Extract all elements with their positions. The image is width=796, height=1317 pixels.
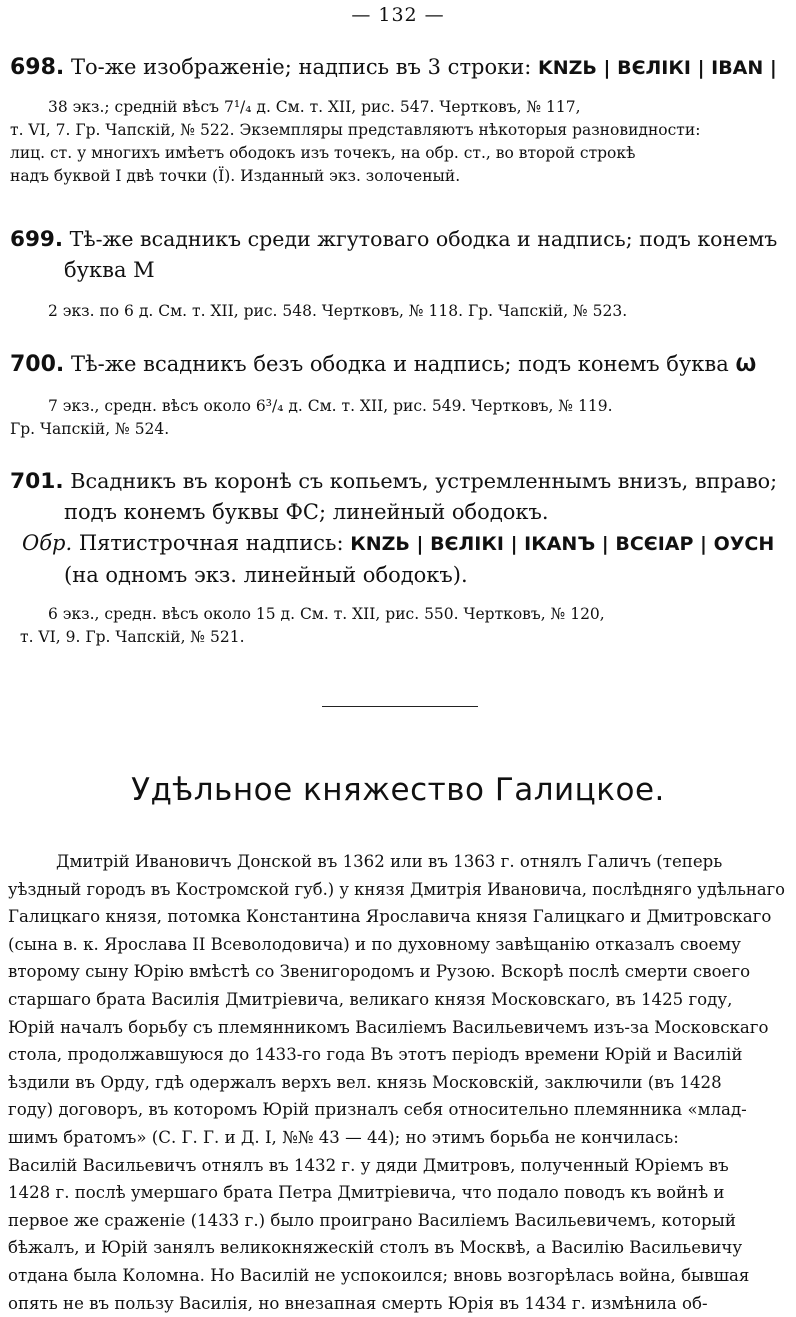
text-line: Галицкаго князя, потомка Константина Ярославича князя Галицкаго и Дмитровскаго (8, 903, 788, 931)
text-line: первое же сраженіе (1433 г.) было проиграно Василіемъ Васильевичемъ, который (8, 1207, 788, 1235)
entry-number: 700. (10, 352, 64, 377)
reverse-description: Пятистрочная надпись: (79, 531, 344, 555)
entry-description: Тѣ-же всадникъ среди жгутоваго ободка и надпись; подъ конемъ (70, 227, 778, 251)
text-line: Василій Васильевичъ отнялъ въ 1432 г. у дяди Дмитровъ, полученный Юріемъ въ (8, 1152, 788, 1180)
entry-continuation: буква М (10, 255, 780, 286)
note-line: 6 экз., средн. вѣсъ около 15 д. См. т. XII, рис. 550. Чертковъ, № 120, (10, 603, 780, 626)
text-line: уѣздный городъ въ Костромской губ.) у князя Дмитрія Ивановича, послѣдняго удѣльнаго (8, 876, 788, 904)
entry-continuation: подъ конемъ буквы ФС; линейный ободокъ. (10, 497, 780, 528)
text-line: отдана была Коломна. Но Василій не успокоился; вновь возгорѣлась война, бывшая (8, 1262, 788, 1290)
catalog-entry-699 (10, 224, 780, 323)
text-line: 1428 г. послѣ умершаго брата Петра Дмитріевича, что подало поводъ къ войнѣ и (8, 1179, 788, 1207)
reverse-side-line (10, 528, 780, 560)
entry-description: То-же изображеніе; надпись въ 3 строки: (71, 55, 531, 79)
text-line: Дмитрій Ивановичъ Донской въ 1362 или въ 1363 г. отнялъ Галичъ (теперь (8, 848, 788, 876)
slavonic-inscription: КNZЬ | ВЄЛІКІ | ІКАNЪ | ВСЄІАР | ОУСН (350, 533, 774, 555)
note-line: лиц. ст. у многихъ имѣетъ ободокъ изъ точекъ, на обр. ст., во второй строкѣ (10, 142, 780, 165)
note-line: 38 экз.; средній вѣсъ 7¹/₄ д. См. т. XII, рис. 547. Чертковъ, № 117, (10, 96, 780, 119)
entry-number: 699. (10, 227, 63, 252)
text-line: Юрій началъ борьбу съ племянникомъ Василіемъ Васильевичемъ изъ-за Московскаго (8, 1014, 788, 1042)
text-line: бѣжалъ, и Юрій занялъ великокняжескій столъ въ Москвѣ, а Василію Васильевичу (8, 1234, 788, 1262)
text-line: второму сыну Юрію вмѣстѣ со Звенигородомъ и Рузою. Вскорѣ послѣ смерти своего (8, 958, 788, 986)
note-line: Гр. Чапскій, № 524. (10, 418, 780, 441)
entry-description: Всадникъ въ коронѣ съ копьемъ, устремленнымъ внизъ, вправо; (70, 469, 777, 493)
section-title: Удѣльное княжество Галицкое. (0, 772, 796, 808)
text-line: (сына в. к. Ярослава II Всеволодовича) и по духовному завѣщанію отказалъ своему (8, 931, 788, 959)
body-text (8, 848, 788, 1317)
text-line: старшаго брата Василія Дмитріевича, великаго князя Московскаго, въ 1425 году, (8, 986, 788, 1014)
text-line: шимъ братомъ» (С. Г. Г. и Д. I, №№ 43 — 44); но этимъ борьба не кончилась: (8, 1124, 788, 1152)
note-line: надъ буквой І двѣ точки (Ї). Изданный экз. золоченый. (10, 165, 780, 188)
note-line: 7 экз., средн. вѣсъ около 6³/₄ д. См. т. XII, рис. 549. Чертковъ, № 119. (10, 395, 780, 418)
entry-notes (10, 603, 780, 649)
catalog-entry-700 (10, 349, 780, 441)
reverse-label: Обр. (22, 531, 72, 555)
entry-notes (10, 96, 780, 188)
entry-heading (10, 466, 780, 497)
entry-heading (10, 52, 780, 84)
slavonic-letter: Ѡ (735, 354, 756, 376)
note-line: т. VI, 7. Гр. Чапскій, № 522. Экземпляры представляютъ нѣкоторыя разновидности: (10, 119, 780, 142)
slavonic-inscription: KNZЬ | ВЄЛІКІ | IВАN | (538, 57, 777, 79)
text-line: опять не въ пользу Василія, но внезапная смерть Юрія въ 1434 г. измѣнила об- (8, 1290, 788, 1317)
text-line: ѣздили въ Орду, гдѣ одержалъ верхъ вел. князь Московскій, заключили (въ 1428 (8, 1069, 788, 1097)
section-divider (322, 706, 478, 707)
entry-notes (10, 300, 780, 323)
note-line: 2 экз. по 6 д. См. т. XII, рис. 548. Чертковъ, № 118. Гр. Чапскій, № 523. (10, 300, 780, 323)
catalog-entry-701 (10, 466, 780, 649)
entry-notes (10, 395, 780, 441)
entry-continuation: (на одномъ экз. линейный ободокъ). (10, 560, 780, 591)
text-line: стола, продолжавшуюся до 1433-го года Въ этотъ періодъ времени Юрій и Василій (8, 1041, 788, 1069)
entry-heading (10, 224, 780, 255)
text-line: году) договоръ, въ которомъ Юрій призналъ себя относительно племянника «млад- (8, 1096, 788, 1124)
entry-number: 698. (10, 55, 64, 80)
entry-number: 701. (10, 469, 64, 494)
catalog-entry-698 (10, 52, 780, 188)
entry-heading (10, 349, 780, 381)
note-line: т. VI, 9. Гр. Чапскій, № 521. (10, 626, 780, 649)
page-number: — 132 — (0, 4, 796, 26)
entry-description: Тѣ-же всадникъ безъ ободка и надпись; подъ конемъ буква (71, 352, 729, 376)
